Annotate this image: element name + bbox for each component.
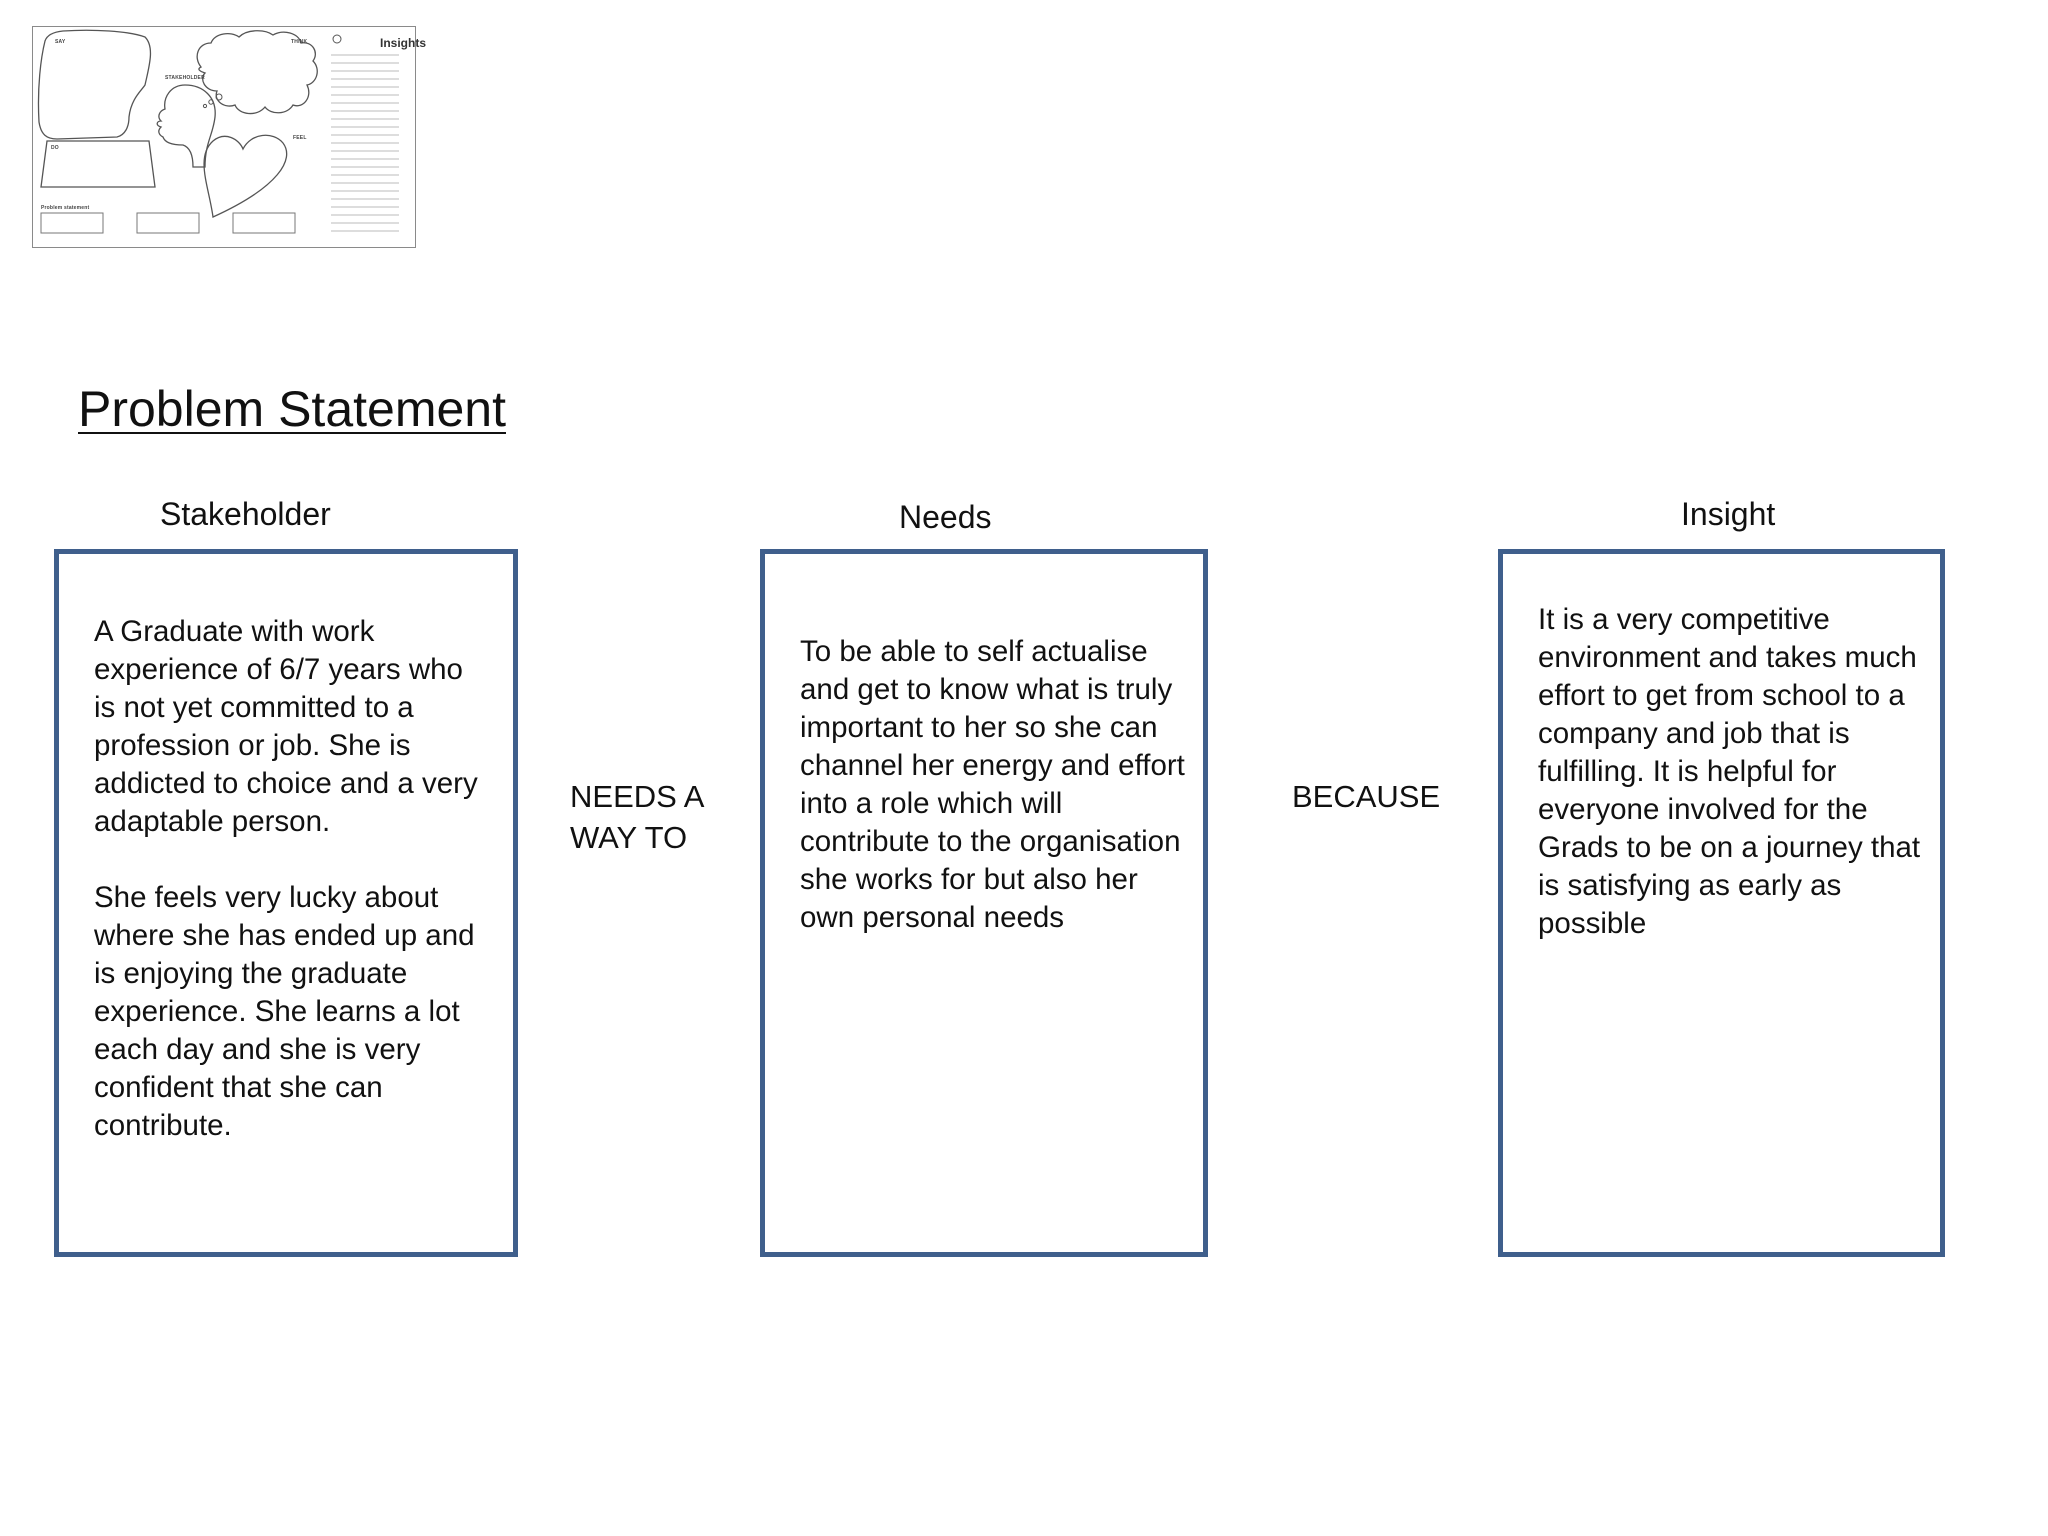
thumb-feel-label: FEEL: [293, 135, 307, 141]
lightbulb-icon: [333, 35, 341, 43]
because-connector: BECAUSE: [1292, 779, 1441, 814]
thumb-stakeholder-label: STAKEHOLDER: [165, 75, 205, 81]
needs-a-way-to-connector: NEEDS A WAY TO: [570, 779, 705, 855]
stakeholder-text: A Graduate with work experience of 6/7 years who is not yet committed to a profession or job. She is addicted to choice and a very adaptable person. She feels very lucky about where she has ended up and is enjoying the graduate experience. She learns a lot each day and she is very confident that she can contribute.: [94, 615, 478, 1142]
needs-text: To be able to self actualise and get to know what is truly important to her so she can channel her energy and effort into a role which will contribute to the organisation she works for but also her own personal needs: [800, 635, 1185, 934]
thumb-say-label: SAY: [55, 39, 66, 45]
thumb-insights-label: Insights: [380, 36, 427, 50]
page-title: Problem Statement: [78, 381, 506, 437]
ps-field-2: [137, 213, 199, 233]
needs-heading: Needs: [899, 499, 992, 535]
ps-field-3: [233, 213, 295, 233]
empathy-map-thumbnail: [32, 26, 427, 248]
insight-text: It is a very competitive environment and takes much effort to get from school to a company and job that is fulfilling. It is helpful for everyone involved for the Grads to be on a journey that is satisfying as early as possible: [1538, 603, 1921, 940]
insight-heading: Insight: [1681, 496, 1776, 532]
thumb-problem-statement-label: Problem statement: [41, 205, 90, 211]
empathy-map-drawing: [33, 27, 415, 247]
think-dot: [203, 104, 206, 107]
stakeholder-heading: Stakeholder: [160, 496, 331, 532]
stakeholder-box: [54, 549, 518, 1257]
stakeholder-head: [157, 85, 215, 167]
thumb-think-label: THINK: [291, 39, 308, 45]
insight-box: [1498, 549, 1945, 1257]
needs-box: [760, 549, 1208, 1257]
say-bubble: [38, 30, 150, 139]
feel-heart: [204, 135, 287, 217]
ps-field-1: [41, 213, 103, 233]
thumb-do-label: DO: [51, 145, 59, 151]
